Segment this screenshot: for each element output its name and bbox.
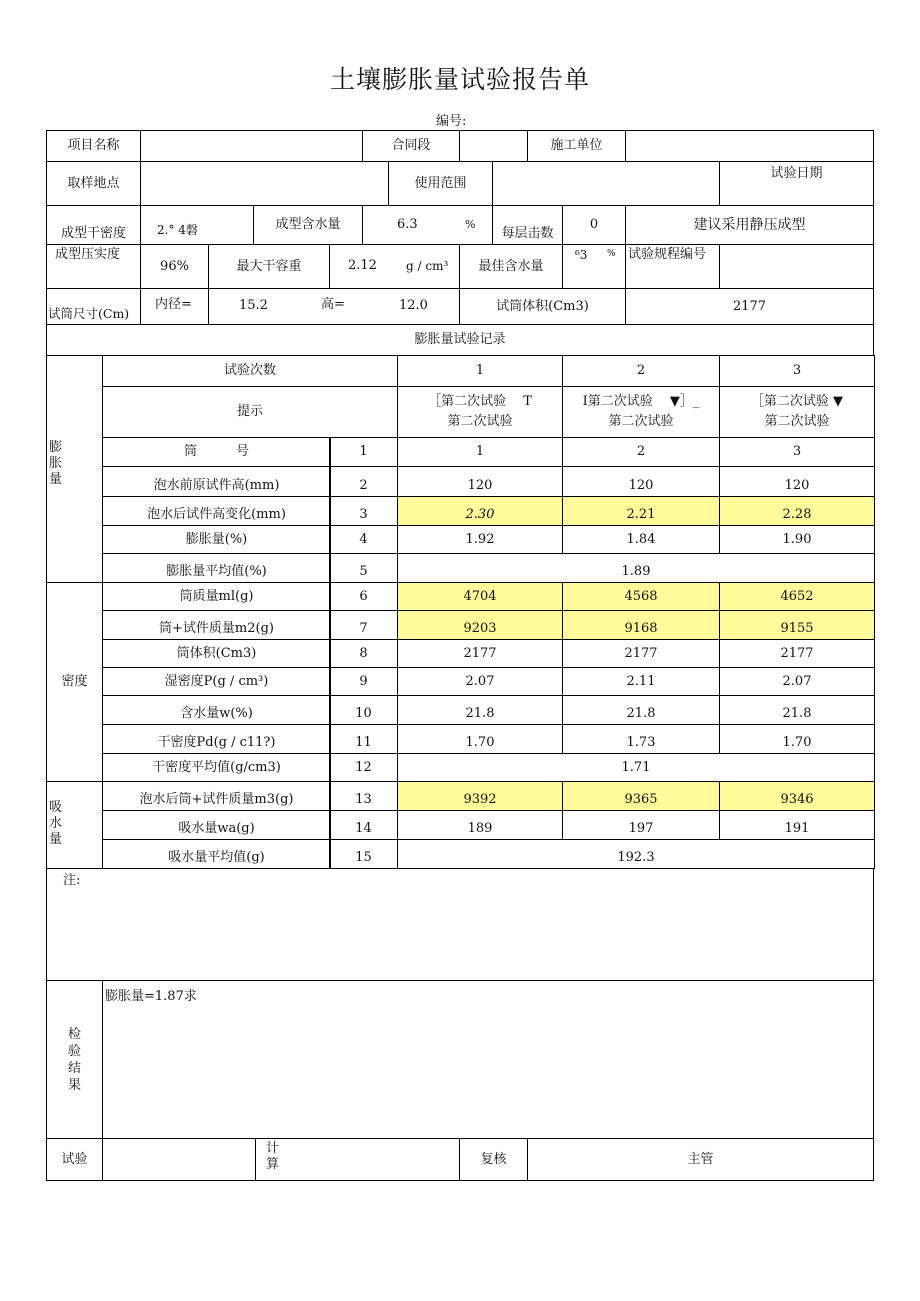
row-number-1: 1 xyxy=(329,437,398,467)
constructor-field[interactable] xyxy=(625,130,874,162)
row-10-trial-3[interactable]: 21.8 xyxy=(719,695,875,725)
dry-density-label: 成型干密度 xyxy=(46,205,141,245)
usage-label: 使用范围 xyxy=(388,161,493,206)
row-number-10: 10 xyxy=(329,695,398,725)
row-number-6: 6 xyxy=(329,582,398,611)
row-4-trial-2[interactable]: 1.84 xyxy=(562,525,720,554)
row-number-8: 8 xyxy=(329,639,398,668)
notes-area[interactable] xyxy=(46,868,874,981)
serial-number-label: 编号: xyxy=(436,114,467,129)
inner-diameter-label: 内径= xyxy=(140,288,209,325)
result-label: 检 验 结 果 xyxy=(67,1026,81,1093)
row-label-2: 泡水前原试件高(mm) xyxy=(102,466,331,497)
moisture-value: 6.3 xyxy=(397,217,418,232)
row-8-trial-3[interactable]: 2177 xyxy=(719,639,875,668)
row-13-trial-2[interactable]: 9365 xyxy=(562,781,720,811)
project-name-label: 项目名称 xyxy=(46,130,141,162)
test-label: 试验 xyxy=(46,1138,103,1181)
usage-field[interactable] xyxy=(492,161,720,206)
contract-field[interactable] xyxy=(459,130,528,162)
spec-number-label: 试验规程编号 xyxy=(625,244,720,289)
height-label: 高= xyxy=(321,297,345,312)
dry-density-value: 2.° 4磐 xyxy=(140,205,254,245)
row-8-trial-1[interactable]: 2177 xyxy=(397,639,563,668)
opt-moisture-label: 最佳含水量 xyxy=(459,244,563,289)
hint-cell-3: ［第二次试验 ▼ 第二次试验 xyxy=(719,386,875,438)
row-4-trial-3[interactable]: 1.90 xyxy=(719,525,875,554)
result-label-cell xyxy=(46,980,103,1139)
moisture-cell xyxy=(362,205,493,245)
row-average-12[interactable]: 1.71 xyxy=(397,753,875,782)
row-7-trial-3[interactable]: 9155 xyxy=(719,610,875,640)
row-4-trial-1[interactable]: 1.92 xyxy=(397,525,563,554)
height-value: 12.0 xyxy=(399,298,428,313)
max-dry-unit: g / cm³ xyxy=(406,259,449,273)
hint-cell-1: ［第二次试验 T 第二次试验 xyxy=(397,386,563,438)
trial-number-1: 1 xyxy=(397,355,563,387)
row-3-trial-2[interactable]: 2.21 xyxy=(562,496,720,526)
row-11-trial-3[interactable]: 1.70 xyxy=(719,724,875,754)
max-dry-label: 最大干容重 xyxy=(208,244,330,289)
trial-count-label: 试验次数 xyxy=(102,355,398,387)
row-7-trial-1[interactable]: 9203 xyxy=(397,610,563,640)
row-label-6: 筒质量ml(g) xyxy=(102,582,331,611)
spec-number-field[interactable] xyxy=(719,244,874,289)
row-1-trial-2[interactable]: 2 xyxy=(562,437,720,467)
row-label-15: 吸水量平均值(g) xyxy=(102,839,331,869)
row-14-trial-2[interactable]: 197 xyxy=(562,810,720,840)
row-number-12: 12 xyxy=(329,753,398,782)
row-number-4: 4 xyxy=(329,525,398,554)
contract-label: 合同段 xyxy=(362,130,460,162)
row-9-trial-3[interactable]: 2.07 xyxy=(719,667,875,696)
row-1-trial-1[interactable]: 1 xyxy=(397,437,563,467)
blows-label: 每层击数 xyxy=(492,205,563,245)
row-2-trial-3[interactable]: 120 xyxy=(719,466,875,497)
row-10-trial-1[interactable]: 21.8 xyxy=(397,695,563,725)
row-10-trial-2[interactable]: 21.8 xyxy=(562,695,720,725)
hint-cell-2: I第二次试验 ▼］_ 第二次试验 xyxy=(562,386,720,438)
row-label-12: 干密度平均值(g/cm3) xyxy=(102,753,331,782)
page-title: 土壤膨胀量试验报告单 xyxy=(329,65,590,94)
row-1-trial-3[interactable]: 3 xyxy=(719,437,875,467)
max-dry-cell xyxy=(329,244,460,289)
section-expansion: 膨 胀 量 xyxy=(49,440,63,487)
opt-moisture-value: ⁶3 xyxy=(575,248,588,262)
opt-moisture-cell xyxy=(562,244,626,289)
row-9-trial-1[interactable]: 2.07 xyxy=(397,667,563,696)
row-7-trial-2[interactable]: 9168 xyxy=(562,610,720,640)
record-title: 膨胀量试验记录 xyxy=(46,324,874,356)
row-label-3: 泡水后试件高变化(mm) xyxy=(102,496,331,526)
section-absorption: 吸 水 量 xyxy=(49,800,63,847)
row-3-trial-1[interactable]: 2.30 xyxy=(397,496,563,526)
row-6-trial-1[interactable]: 4704 xyxy=(397,582,563,611)
max-dry-value: 2.12 xyxy=(348,258,377,273)
row-label-8: 筒体积(Cm3) xyxy=(102,639,331,668)
compaction-label: 成型压实度 xyxy=(46,244,141,289)
row-number-14: 14 xyxy=(329,810,398,840)
row-13-trial-3[interactable]: 9346 xyxy=(719,781,875,811)
row-2-trial-1[interactable]: 120 xyxy=(397,466,563,497)
static-compaction-note: 建议采用静压成型 xyxy=(625,205,874,245)
row-label-4: 膨胀量(%) xyxy=(102,525,331,554)
calc-label: 计 算 xyxy=(266,1141,280,1172)
row-number-13: 13 xyxy=(329,781,398,811)
cylinder-size-label: 试筒尺寸(Cm) xyxy=(46,288,141,325)
trial-number-3: 3 xyxy=(719,355,875,387)
row-11-trial-2[interactable]: 1.73 xyxy=(562,724,720,754)
moisture-unit: % xyxy=(465,218,476,231)
row-14-trial-1[interactable]: 189 xyxy=(397,810,563,840)
row-9-trial-2[interactable]: 2.11 xyxy=(562,667,720,696)
row-label-10: 含水量w(%) xyxy=(102,695,331,725)
row-label-13: 泡水后筒+试件质量m3(g) xyxy=(102,781,331,811)
row-average-15[interactable]: 192.3 xyxy=(397,839,875,869)
project-name-field[interactable] xyxy=(140,130,363,162)
row-number-7: 7 xyxy=(329,610,398,640)
row-number-9: 9 xyxy=(329,667,398,696)
note-label: 注: xyxy=(63,873,81,888)
compaction-value: 96% xyxy=(140,244,209,289)
row-3-trial-3[interactable]: 2.28 xyxy=(719,496,875,526)
row-14-trial-3[interactable]: 191 xyxy=(719,810,875,840)
calc-label-cell xyxy=(255,1138,460,1181)
row-8-trial-2[interactable]: 2177 xyxy=(562,639,720,668)
sampling-field[interactable] xyxy=(140,161,389,206)
supervisor-label: 主管 xyxy=(527,1138,874,1181)
row-number-2: 2 xyxy=(329,466,398,497)
constructor-label: 施工单位 xyxy=(527,130,626,162)
tester-field[interactable] xyxy=(102,1138,256,1181)
row-11-trial-1[interactable]: 1.70 xyxy=(397,724,563,754)
row-label-9: 湿密度P(g / cm³) xyxy=(102,667,331,696)
row-label-11: 干密度Pd(g / c11?) xyxy=(102,724,331,754)
row-label-14: 吸水量wa(g) xyxy=(102,810,331,840)
row-number-15: 15 xyxy=(329,839,398,869)
row-number-11: 11 xyxy=(329,724,398,754)
sampling-label: 取样地点 xyxy=(46,161,141,206)
opt-moisture-unit: % xyxy=(607,249,616,259)
cylinder-volume-value: 2177 xyxy=(625,288,874,325)
trial-number-2: 2 xyxy=(562,355,720,387)
cylinder-volume-label: 试筒体积(Cm3) xyxy=(459,288,626,325)
section-density: 密度 xyxy=(46,582,103,782)
row-number-5: 5 xyxy=(329,553,398,583)
result-text[interactable]: 膨胀量=1.87求 xyxy=(102,980,874,1139)
row-label-7: 筒+试件质量m2(g) xyxy=(102,610,331,640)
moisture-label: 成型含水量 xyxy=(253,205,363,245)
row-label-5: 膨胀量平均值(%) xyxy=(102,553,331,583)
row-average-5[interactable]: 1.89 xyxy=(397,553,875,583)
hint-label: 提示 xyxy=(102,386,398,438)
row-13-trial-1[interactable]: 9392 xyxy=(397,781,563,811)
row-2-trial-2[interactable]: 120 xyxy=(562,466,720,497)
row-number-3: 3 xyxy=(329,496,398,526)
row-6-trial-2[interactable]: 4568 xyxy=(562,582,720,611)
review-label: 复核 xyxy=(459,1138,528,1181)
blows-value: 0 xyxy=(562,205,626,245)
inner-diameter-value: 15.2 xyxy=(239,298,268,313)
row-6-trial-3[interactable]: 4652 xyxy=(719,582,875,611)
row-label-1: 筒 号 xyxy=(102,437,331,467)
test-date-label: 试验日期 xyxy=(719,161,874,206)
diameter-height-cell xyxy=(208,288,460,325)
